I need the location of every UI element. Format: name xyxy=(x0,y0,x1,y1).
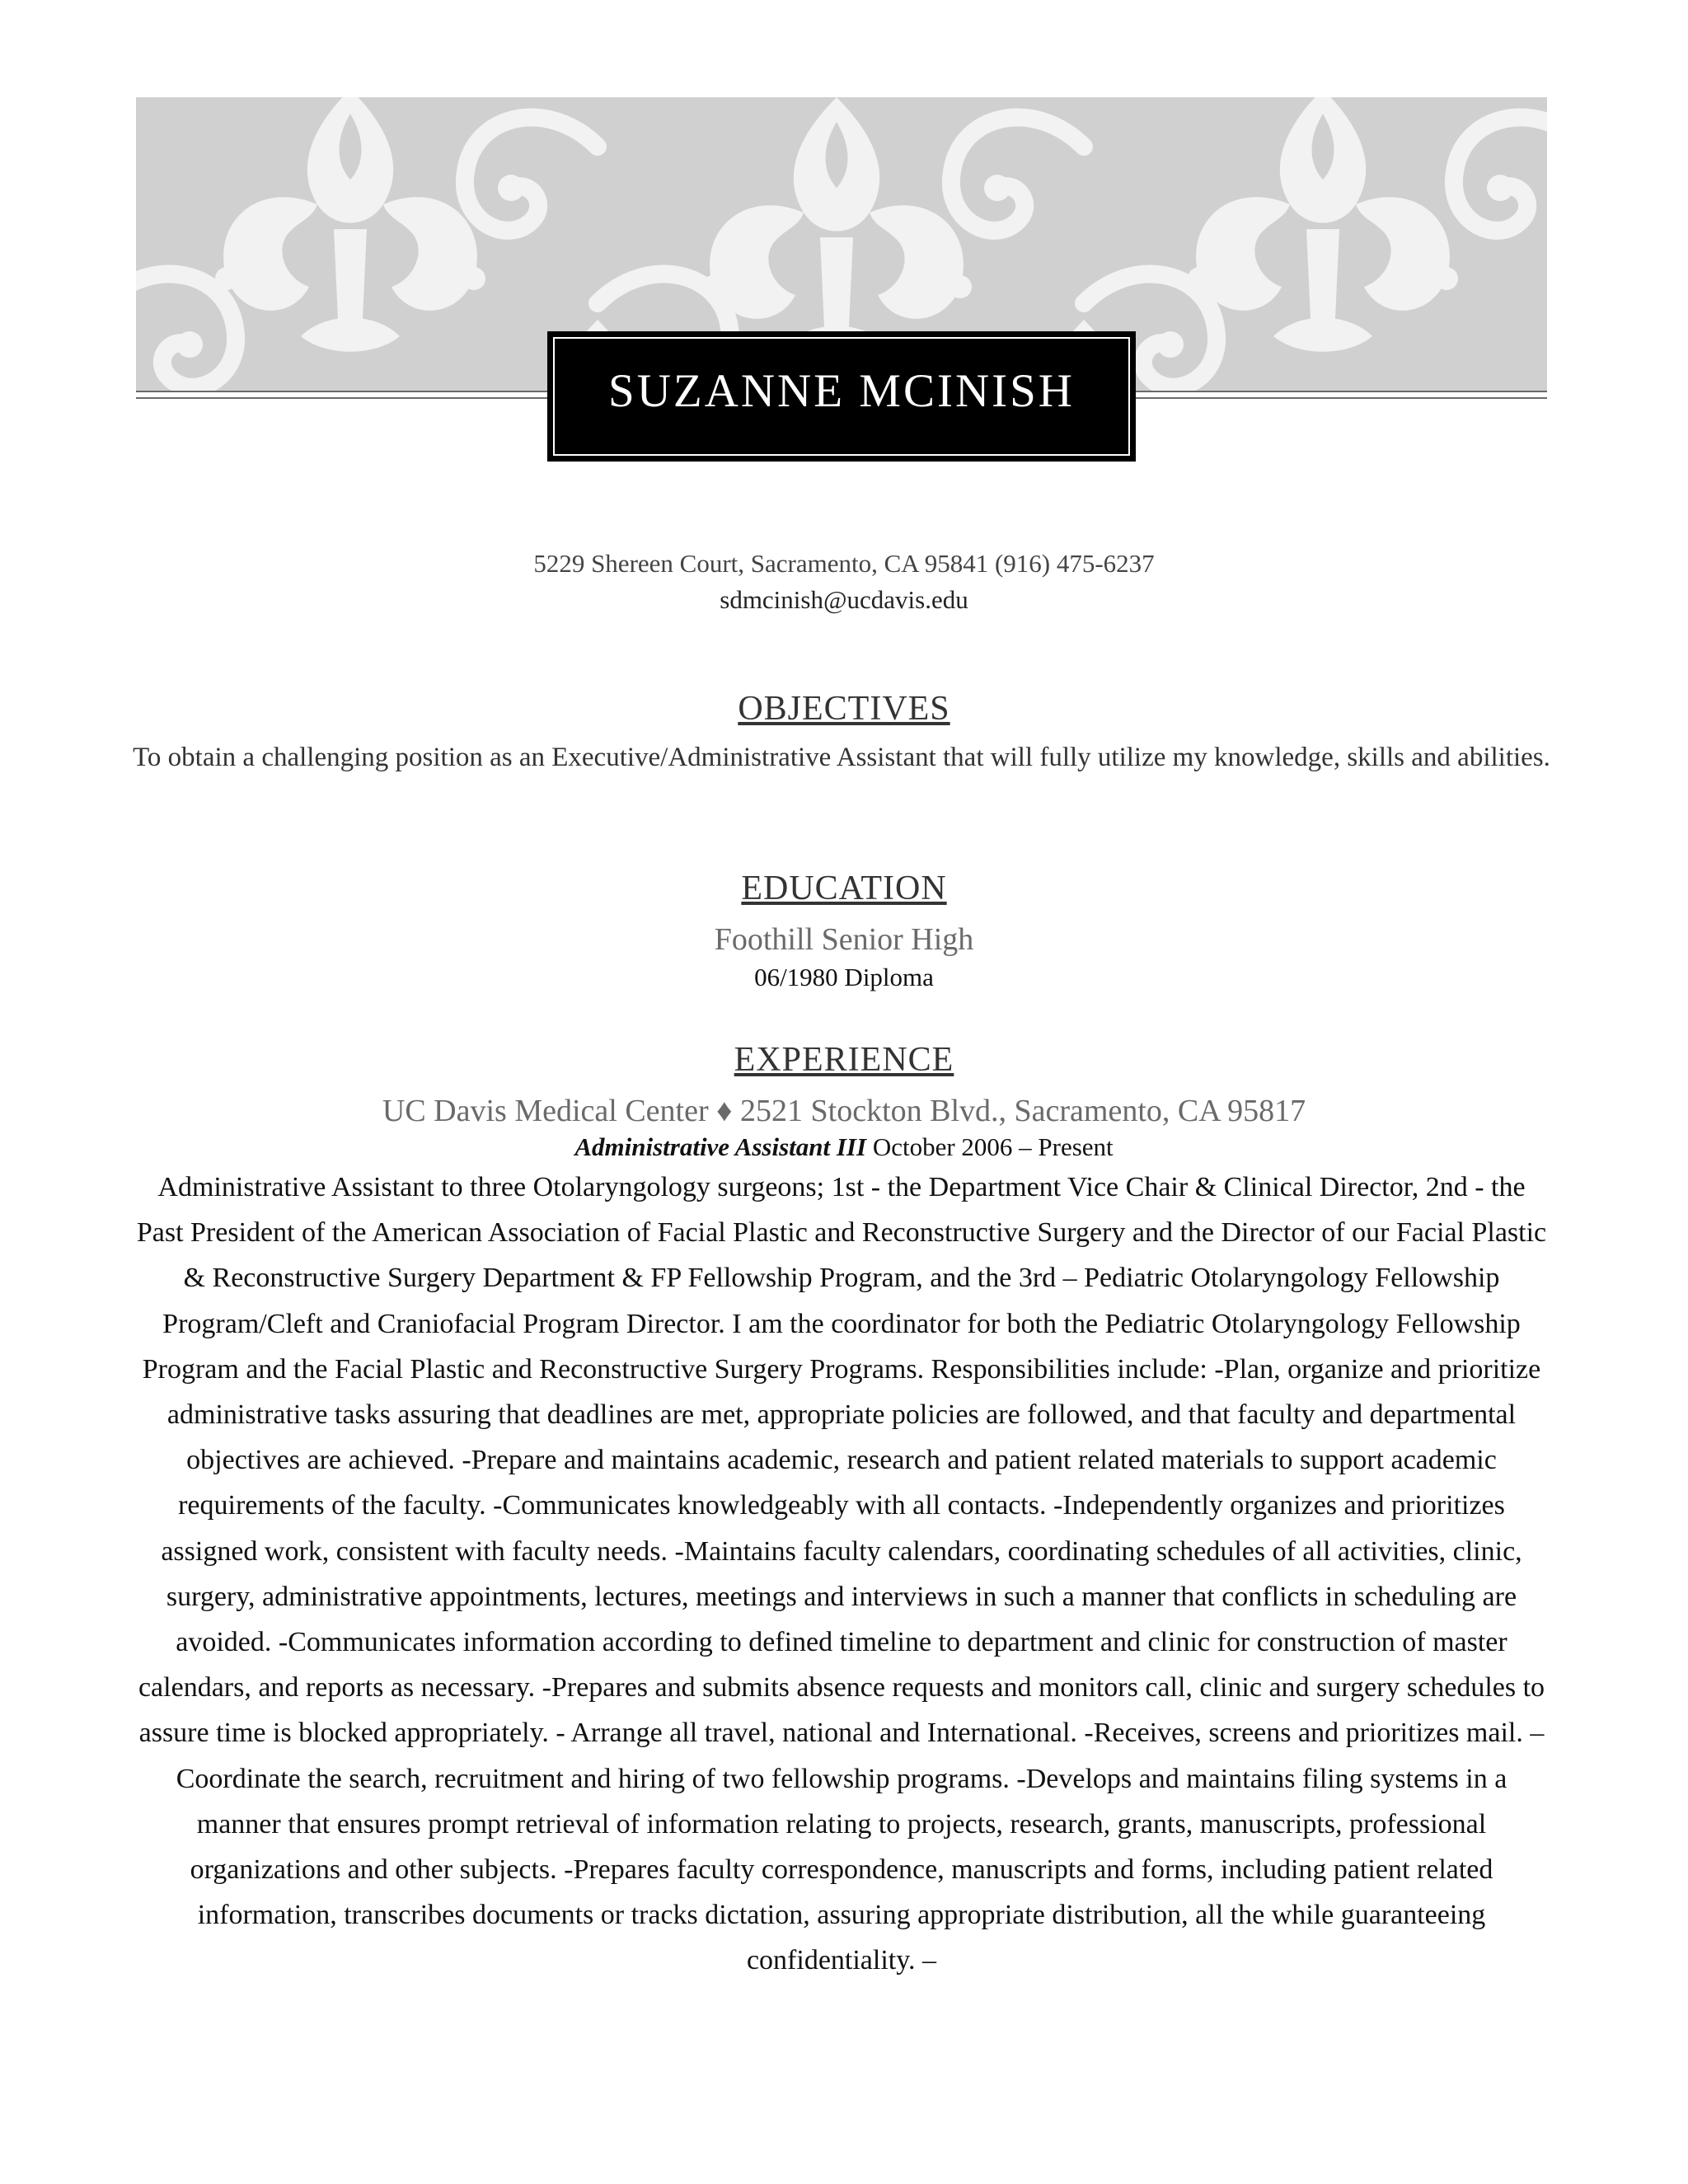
experience-description: Administrative Assistant to three Otolaryngology surgeons; 1st - the Department Vice Chair & Clinical Director, 2nd - the Past President of the American Association of Facial Plastic and Reconstructive Surgery and the Director of our Facial Plastic & Reconstructive Surgery Department & FP Fellowship Program, and the 3rd – Pediatric Otolaryngology Fellowship Program/Cleft and Craniofacial Program Director. I am the coordinator for both the Pediatric Otolaryngology Fellowship Program and the Facial Plastic and Reconstructive Surgery Programs. Responsibilities include: -Plan, organize and prioritize administrative tasks assuring that deadlines are met, appropriate policies are followed, and that faculty and departmental objectives are achieved. -Prepare and maintains academic, research and patient related materials to support academic requirements of the faculty. -Communicates knowledgeably with all contacts. -Independently organizes and prioritizes assigned work, consistent with faculty needs. -Maintains faculty calendars, coordinating schedules of all activities, clinic, surgery, administrative appointments, lectures, meetings and interviews in such a manner that conflicts in scheduling are avoided. -Communicates information according to defined timeline to department and clinic for construction of master calendars, and reports as necessary. -Prepares and submits absence requests and monitors call, clinic and surgery schedules to assure time is blocked appropriately. - Arrange all travel, national and International. -Receives, screens and prioritizes mail. –Coordinate the search, recruitment and hiring of two fellowship programs. -Develops and maintains filing systems in a manner that ensures prompt retrieval of information relating to projects, research, grants, manuscripts, professional organizations and other subjects. -Prepares faculty correspondence, manuscripts and forms, including patient related information, transcribes documents or tracks dictation, assuring appropriate distribution, all the while guaranteeing confidentiality. – xyxy=(136,1172,1547,1976)
job-title: Administrative Assistant III xyxy=(574,1132,867,1161)
education-school: Foothill Senior High xyxy=(714,922,974,957)
applicant-name: SUZANNE MCINISH xyxy=(608,365,1075,417)
objectives-heading: OBJECTIVES xyxy=(738,690,950,728)
education-heading: EDUCATION xyxy=(741,869,947,907)
experience-heading: EXPERIENCE xyxy=(734,1041,954,1079)
contact-address-phone: 5229 Shereen Court, Sacramento, CA 95841 (916) 475-6237 xyxy=(533,549,1155,578)
experience-title-line xyxy=(124,1132,1564,1162)
job-dates: October 2006 – Present xyxy=(872,1132,1114,1161)
contact-email: sdmcinish@ucdavis.edu xyxy=(720,585,968,614)
objectives-text: To obtain a challenging position as an Executive/Administrative Assistant that will fully utilize my knowledge, skills and abilities. xyxy=(133,743,1550,772)
education-detail: 06/1980 Diploma xyxy=(754,963,934,991)
experience-employer: UC Davis Medical Center ♦ 2521 Stockton Blvd., Sacramento, CA 95817 xyxy=(382,1094,1306,1128)
name-plate xyxy=(547,331,1136,462)
